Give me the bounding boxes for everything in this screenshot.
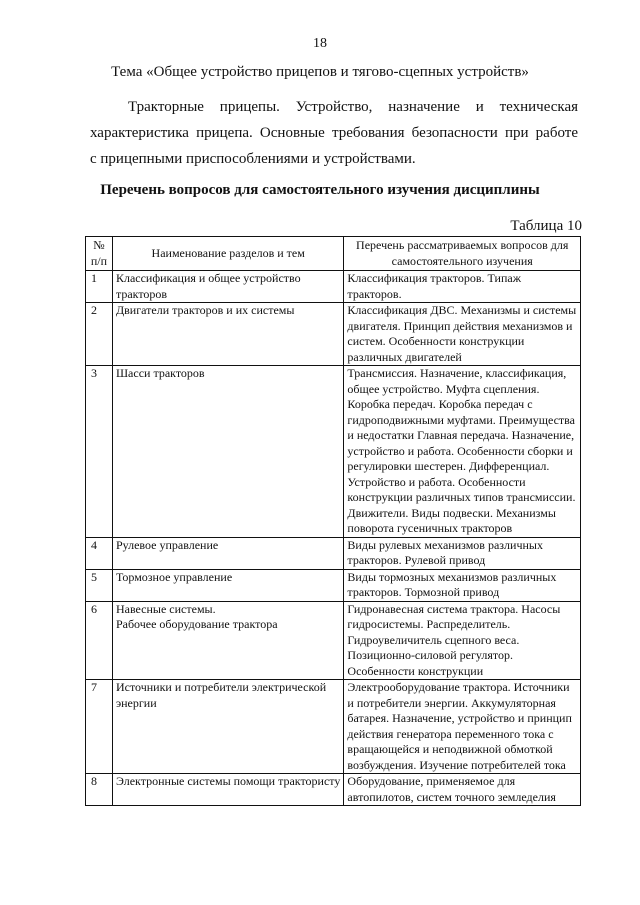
header-section-name: Наименование разделов и тем: [112, 237, 343, 271]
table-row: [86, 601, 581, 680]
intro-line: характеристика прицепа. Основные требования безопасности при работе: [90, 125, 578, 141]
row-number: 2: [86, 303, 113, 366]
row-number: 8: [86, 774, 113, 806]
table-row: [86, 271, 581, 303]
table-row: [86, 569, 581, 601]
intro-line: Тракторные прицепы. Устройство, назначение и техническая: [128, 99, 578, 115]
row-section-name: Двигатели тракторов и их системы: [112, 303, 343, 366]
row-questions: Оборудование, применяемое для автопилотов, систем точного земледелия: [344, 774, 581, 806]
row-questions: Гидронавесная система трактора. Насосы гидросистемы. Распределитель. Гидроувеличитель сцепного веса. Позиционно-силовой регулятор. Особенности конструкции: [344, 601, 581, 680]
row-section-name: Источники и потребители электрической энергии: [112, 680, 343, 774]
row-section-name: Шасси тракторов: [112, 366, 343, 538]
row-section-name: Тормозное управление: [112, 569, 343, 601]
row-questions: Классификация тракторов. Типаж тракторов.: [344, 271, 581, 303]
self-study-table: [85, 236, 581, 806]
row-number: 3: [86, 366, 113, 538]
section-name-line: Навесные системы.: [115, 601, 216, 616]
row-questions: Электрооборудование трактора. Источники и потребители энергии. Аккумуляторная батарея. Назначение, устройство и принцип действия генератора переменного тока с вращающейся и неподвижной обмоткой возбуждения. Изучение потребителей тока: [344, 680, 581, 774]
table-caption: Таблица 10: [510, 218, 582, 234]
row-questions: Виды тормозных механизмов различных тракторов. Тормозной привод: [344, 569, 581, 601]
row-section-name: [112, 601, 343, 680]
row-section-name: Рулевое управление: [112, 537, 343, 569]
table-header-row: [86, 237, 581, 271]
row-questions: Виды рулевых механизмов различных тракторов. Рулевой привод: [344, 537, 581, 569]
row-number: 4: [86, 537, 113, 569]
row-questions: Трансмиссия. Назначение, классификация, общее устройство. Муфта сцепления. Коробка передач. Коробка передач с гидроподвижными муфтами. Преимущества и недостатки Главная передача. Назначение, устройство и работа. Особенности сборки и регулировки шестерен. Дифференциал. Устройство и работа. Особенности конструкции различных типов трансмиссии. Движители. Виды подвески. Механизмы поворота гусеничных тракторов: [344, 366, 581, 538]
row-number: 1: [86, 271, 113, 303]
table-row: [86, 774, 581, 806]
row-number: 7: [86, 680, 113, 774]
row-section-name: Электронные системы помощи трактористу: [112, 774, 343, 806]
section-name-line: Рабочее оборудование трактора: [115, 617, 278, 631]
topic-title: Тема «Общее устройство прицепов и тягово-сцепных устройств»: [111, 64, 529, 80]
table-row: [86, 366, 581, 538]
section-heading: Перечень вопросов для самостоятельного изучения дисциплины: [100, 182, 540, 198]
header-questions: Перечень рассматриваемых вопросов для самостоятельного изучения: [344, 237, 581, 271]
table-row: [86, 303, 581, 366]
row-number: 6: [86, 601, 113, 680]
intro-paragraph: [90, 94, 578, 172]
row-section-name: Классификация и общее устройство тракторов: [112, 271, 343, 303]
page-number: 18: [313, 36, 327, 51]
table-row: [86, 680, 581, 774]
row-questions: Классификация ДВС. Механизмы и системы двигателя. Принцип действия механизмов и систем. Особенности конструкции различных двигателей: [344, 303, 581, 366]
header-number: № п/п: [86, 237, 113, 271]
table-row: [86, 537, 581, 569]
row-number: 5: [86, 569, 113, 601]
intro-line: с прицепными приспособлениями и устройствами.: [90, 151, 416, 167]
